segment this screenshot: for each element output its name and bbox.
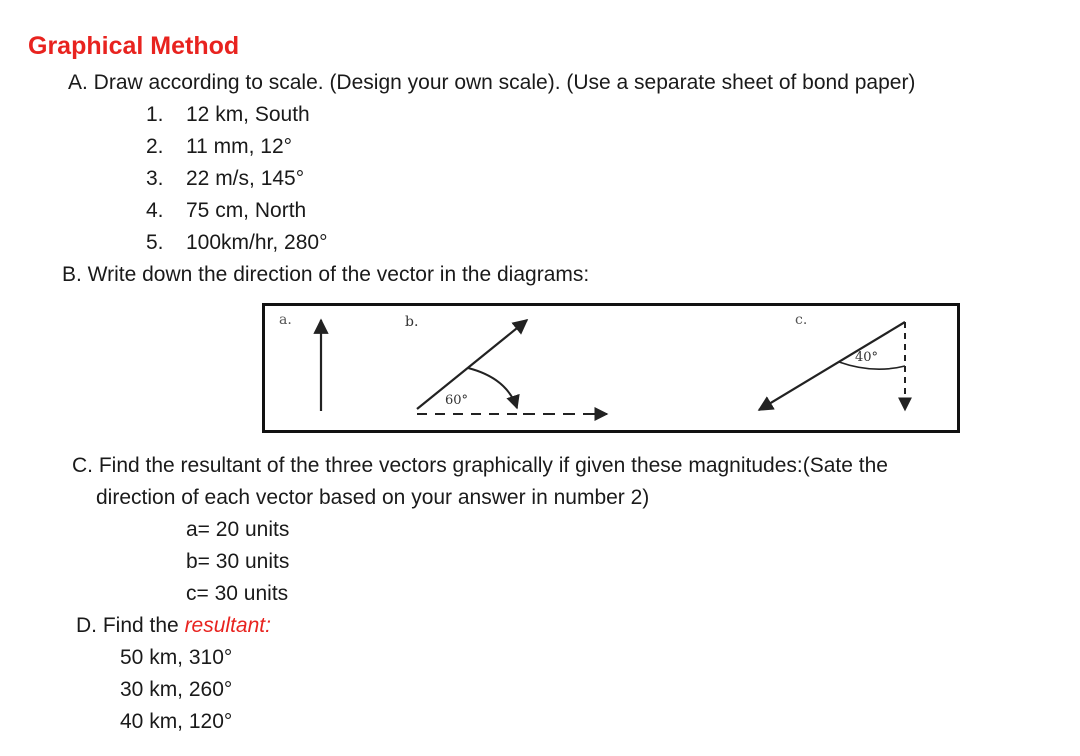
vector-diagram <box>262 303 960 433</box>
diagram-label-b: b. <box>405 314 419 330</box>
angle-b-label: 60° <box>445 393 469 408</box>
item-text: 75 cm, North <box>186 199 307 222</box>
item-number: 3. <box>146 167 164 190</box>
section-c-heading-line2: direction of each vector based on your answer in number 2) <box>96 486 650 509</box>
item-number: 1. <box>146 103 164 126</box>
item-number: 2. <box>146 135 164 158</box>
list-item: a= 20 units <box>186 518 290 541</box>
item-text: 11 mm, 12° <box>186 135 293 158</box>
item-text: 100km/hr, 280° <box>186 231 328 254</box>
list-item <box>146 134 293 160</box>
page-title: Graphical Method <box>28 32 240 60</box>
section-a-heading: A. Draw according to scale. (Design your own scale). (Use a separate sheet of bond paper) <box>68 71 916 94</box>
list-item: b= 30 units <box>186 550 290 573</box>
section-d-prefix: D. Find the <box>76 614 185 637</box>
list-item: 40 km, 120° <box>120 710 233 733</box>
vector-c-arrow <box>759 322 905 410</box>
section-d-heading <box>76 613 271 639</box>
list-item: 50 km, 310° <box>120 646 233 669</box>
list-item: 30 km, 260° <box>120 678 233 701</box>
section-b-heading: B. Write down the direction of the vector in the diagrams: <box>62 263 590 286</box>
angle-b-arc <box>468 368 517 408</box>
list-item <box>146 166 305 192</box>
item-number: 4. <box>146 199 164 222</box>
list-item <box>146 198 307 224</box>
list-item: c= 30 units <box>186 582 289 605</box>
item-text: 22 m/s, 145° <box>186 167 305 190</box>
diagram-label-c: c. <box>795 312 808 328</box>
section-c-heading-line1: C. Find the resultant of the three vectors graphically if given these magnitudes:(Sate the <box>72 454 888 477</box>
list-item <box>146 102 310 128</box>
item-number: 5. <box>146 231 164 254</box>
section-d-highlight: resultant: <box>184 614 271 637</box>
diagram-label-a: a. <box>279 312 292 328</box>
angle-c-label: 40° <box>855 350 879 365</box>
list-item <box>146 230 328 256</box>
item-text: 12 km, South <box>186 103 310 126</box>
